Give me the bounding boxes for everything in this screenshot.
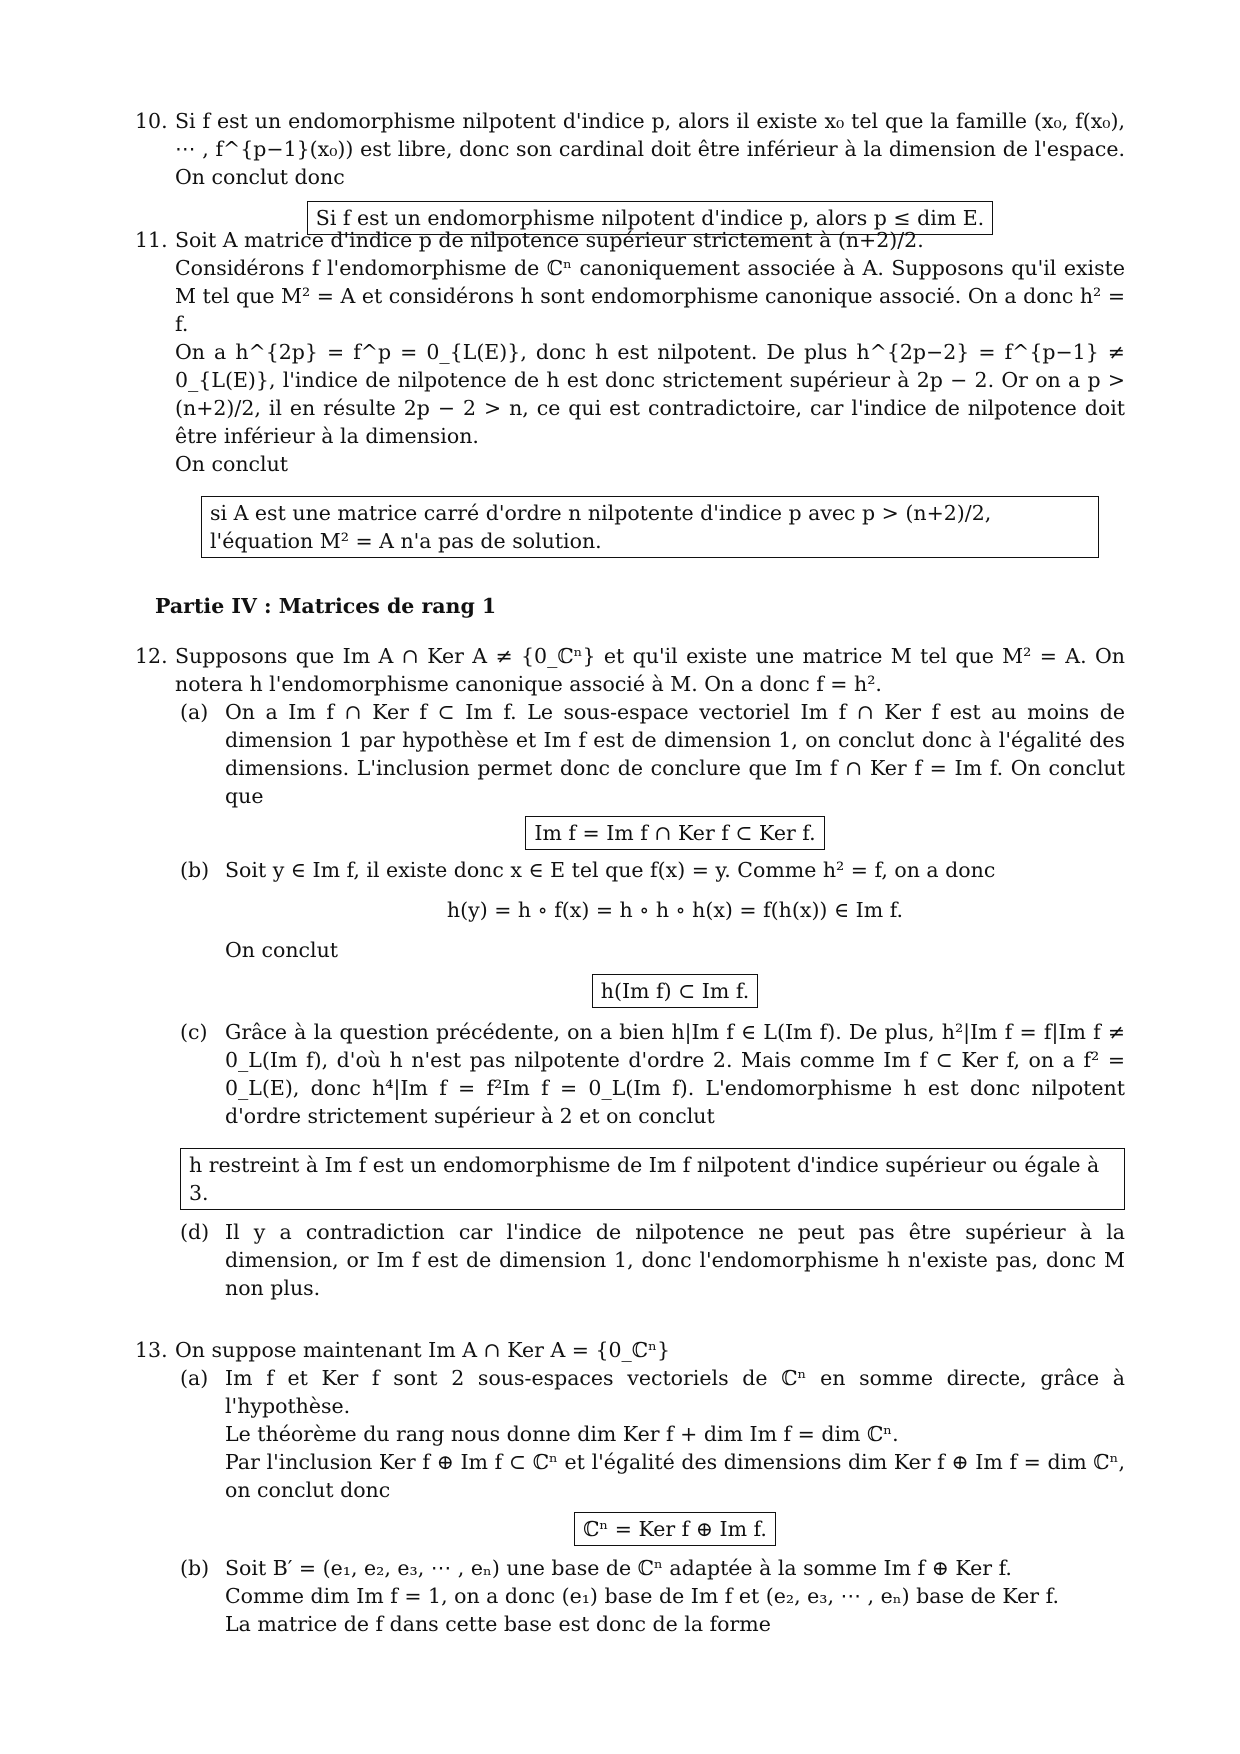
question-13-intro: On suppose maintenant Im A ∩ Ker A = {0_ℂⁿ} <box>175 1338 671 1362</box>
subquestion-line: Par l'inclusion Ker f ⊕ Im f ⊂ ℂⁿ et l'égalité des dimensions dim Ker f ⊕ Im f = dim ℂⁿ, on conclut donc <box>225 1450 1125 1502</box>
equation: h(y) = h ∘ f(x) = h ∘ h ∘ h(x) = f(h(x)) ∈ Im f. <box>446 898 904 922</box>
subquestion-text: Il y a contradiction car l'indice de nilpotence ne peut pas être supérieur à la dimension, or Im f est de dimension 1, donc l'endomorphisme h n'existe pas, donc M non plus. <box>225 1220 1125 1300</box>
subquestion-12a <box>180 698 1125 850</box>
subquestion-line: Im f et Ker f sont 2 sous-espaces vectoriels de ℂⁿ en somme directe, grâce à l'hypothèse. <box>225 1366 1125 1418</box>
subquestion-label: (a) <box>180 700 209 724</box>
question-11-para2: On a h^{2p} = f^p = 0_{L(E)}, donc h est nilpotent. De plus h^{2p−2} = f^{p−1} ≠ 0_{L(E)}, l'indice de nilpotence de h est donc strictement supérieur à 2p − 2. Or on a p > (n+2)/2, il en résulte 2p − 2 > n, ce qui est contradictoire, car l'indice de nilpotence doit être inférieur à la dimension. <box>175 340 1125 448</box>
subquestion-text: On a Im f ∩ Ker f ⊂ Im f. Le sous-espace vectoriel Im f ∩ Ker f est au moins de dimension 1 par hypothèse et Im f est de dimension 1, on conclut donc à l'égalité des dimensions. L'inclusion permet donc de conclure que Im f ∩ Ker f = Im f. On conclut que <box>225 700 1125 808</box>
subquestion-line: Comme dim Im f = 1, on a donc (e₁) base de Im f et (e₂, e₃, ⋯ , eₙ) base de Ker f. <box>225 1584 1059 1608</box>
result-box-13a: ℂⁿ = Ker f ⊕ Im f. <box>574 1512 776 1546</box>
section-heading: Partie IV : Matrices de rang 1 <box>155 594 497 618</box>
subquestion-line: Soit B′ = (e₁, e₂, e₃, ⋯ , eₙ) une base de ℂⁿ adaptée à la somme Im f ⊕ Ker f. <box>225 1556 1012 1580</box>
subquestion-13b <box>180 1554 1125 1638</box>
result-box-10: Si f est un endomorphisme nilpotent d'indice p, alors p ≤ dim E. <box>307 201 993 235</box>
result-box-12c: h restreint à Im f est un endomorphisme de Im f nilpotent d'indice supérieur ou égale à 3. <box>180 1148 1125 1210</box>
result-box-12b: h(Im f) ⊂ Im f. <box>592 974 758 1008</box>
question-number: 10. <box>135 109 168 133</box>
question-11 <box>135 226 1125 568</box>
subquestion-line: Le théorème du rang nous donne dim Ker f + dim Im f = dim ℂⁿ. <box>225 1422 899 1446</box>
question-10 <box>135 107 1125 245</box>
subquestion-text: Soit y ∈ Im f, il existe donc x ∈ E tel que f(x) = y. Comme h² = f, on a donc <box>225 858 996 882</box>
subquestion-label: (a) <box>180 1366 209 1390</box>
result-box-12a: Im f = Im f ∩ Ker f ⊂ Ker f. <box>525 816 824 850</box>
question-13 <box>135 1336 1125 1638</box>
subquestion-line: La matrice de f dans cette base est donc de la forme <box>225 1612 771 1636</box>
question-number: 11. <box>135 228 168 252</box>
subquestion-13a <box>180 1364 1125 1546</box>
question-11-conclude: On conclut <box>175 452 289 476</box>
subquestion-12c <box>180 1018 1125 1210</box>
subquestion-12d <box>180 1218 1125 1302</box>
subquestion-label: (c) <box>180 1020 208 1044</box>
subquestion-12b <box>180 856 1125 1008</box>
question-12 <box>135 642 1125 1302</box>
question-11-line1: Soit A matrice d'indice p de nilpotence supérieur strictement à (n+2)/2. <box>175 228 924 252</box>
question-12-intro: Supposons que Im A ∩ Ker A ≠ {0_ℂⁿ} et qu'il existe une matrice M tel que M² = A. On notera h l'endomorphisme canonique associé à M. On a donc f = h². <box>175 644 1125 696</box>
subquestion-label: (b) <box>180 858 210 882</box>
subquestion-label: (d) <box>180 1220 210 1244</box>
conclude-text: On conclut <box>225 938 339 962</box>
question-11-para: Considérons f l'endomorphisme de ℂⁿ canoniquement associée à A. Supposons qu'il existe M tel que M² = A et considérons h sont endomorphisme canonique associé. On a donc h² = f. <box>175 256 1125 336</box>
question-number: 13. <box>135 1338 168 1362</box>
question-number: 12. <box>135 644 168 668</box>
subquestion-text: Grâce à la question précédente, on a bien h|Im f ∈ L(Im f). De plus, h²|Im f = f|Im f ≠ 0_L(Im f), d'où h n'est pas nilpotente d'ordre 2. Mais comme Im f ⊂ Ker f, on a f² = 0_L(E), donc h⁴|Im f = f²Im f = 0_L(Im f). L'endomorphisme h est donc nilpotent d'ordre strictement supérieur à 2 et on conclut <box>225 1020 1125 1128</box>
subquestion-label: (b) <box>180 1556 210 1580</box>
result-box-11: si A est une matrice carré d'ordre n nilpotente d'indice p avec p > (n+2)/2, l'équation M² = A n'a pas de solution. <box>201 496 1099 558</box>
question-10-text: Si f est un endomorphisme nilpotent d'indice p, alors il existe x₀ tel que la famille (x₀, f(x₀), ⋯ , f^{p−1}(x₀)) est libre, donc son cardinal doit être inférieur à la dimension de l'espace. On conclut donc <box>175 109 1125 189</box>
